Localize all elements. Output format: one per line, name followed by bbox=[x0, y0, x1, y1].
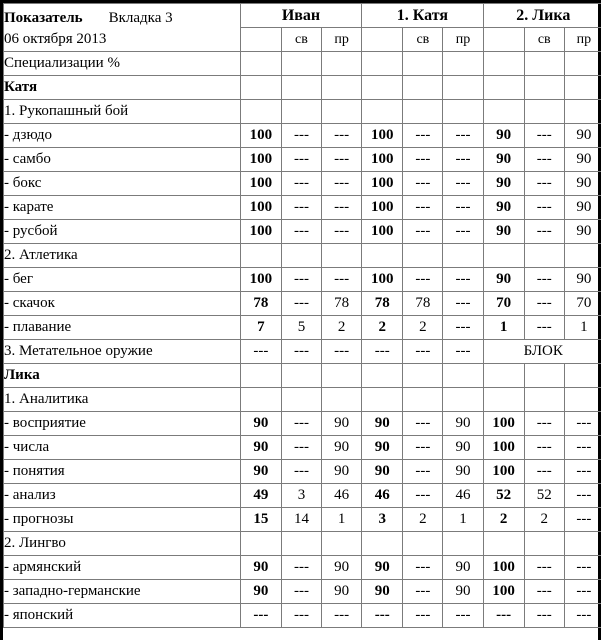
table-cell bbox=[524, 364, 564, 388]
table-cell: --- bbox=[443, 148, 483, 172]
table-cell: 100 bbox=[362, 220, 403, 244]
page-title: Показатель bbox=[4, 9, 83, 26]
table-cell: --- bbox=[281, 604, 321, 628]
subcolumn-header-main bbox=[240, 28, 281, 52]
table-cell: --- bbox=[281, 292, 321, 316]
subcolumn-header-sv: св bbox=[281, 28, 321, 52]
table-row bbox=[4, 508, 601, 532]
table-cell: --- bbox=[443, 604, 483, 628]
table-cell: 90 bbox=[443, 580, 483, 604]
row-label: - дзюдо bbox=[4, 124, 241, 148]
table-cell: 100 bbox=[362, 124, 403, 148]
table-cell bbox=[564, 76, 601, 100]
table-cell: 90 bbox=[564, 124, 601, 148]
table-cell: 78 bbox=[322, 292, 362, 316]
table-cell: --- bbox=[443, 196, 483, 220]
row-label: 2. Атлетика bbox=[4, 244, 241, 268]
row-label: 3. Метательное оружие bbox=[4, 340, 241, 364]
table-cell: --- bbox=[403, 196, 443, 220]
column-group-header: 1. Катя bbox=[362, 4, 483, 28]
table-cell: 100 bbox=[362, 196, 403, 220]
table-row bbox=[4, 268, 601, 292]
table-cell bbox=[281, 244, 321, 268]
table-cell: 90 bbox=[362, 460, 403, 484]
table-cell: 46 bbox=[362, 484, 403, 508]
table-cell: --- bbox=[403, 580, 443, 604]
table-cell bbox=[443, 244, 483, 268]
table-cell: 2 bbox=[362, 316, 403, 340]
table-cell bbox=[524, 76, 564, 100]
row-label: - западно-германские bbox=[4, 580, 241, 604]
table-cell bbox=[240, 532, 281, 556]
table-cell bbox=[564, 532, 601, 556]
row-label: 1. Рукопашный бой bbox=[4, 100, 241, 124]
table-cell: --- bbox=[524, 172, 564, 196]
table-cell: --- bbox=[564, 604, 601, 628]
table-cell bbox=[362, 100, 403, 124]
tab-label: Вкладка 3 bbox=[108, 9, 173, 26]
table-cell: 46 bbox=[322, 484, 362, 508]
table-cell: 2 bbox=[524, 508, 564, 532]
table-cell: --- bbox=[483, 604, 524, 628]
row-label: - армянский bbox=[4, 556, 241, 580]
table-cell: 78 bbox=[362, 292, 403, 316]
table-cell: --- bbox=[524, 604, 564, 628]
row-section-label: Лика bbox=[4, 364, 241, 388]
table-cell: 90 bbox=[483, 124, 524, 148]
table-cell: 2 bbox=[403, 508, 443, 532]
row-label: - скачок bbox=[4, 292, 241, 316]
table-cell bbox=[240, 52, 281, 76]
table-cell bbox=[524, 100, 564, 124]
table-cell: 90 bbox=[322, 412, 362, 436]
table-cell: --- bbox=[524, 148, 564, 172]
table-cell: --- bbox=[281, 340, 321, 364]
table-cell: 52 bbox=[483, 484, 524, 508]
table-row bbox=[4, 52, 601, 76]
table-cell: --- bbox=[403, 556, 443, 580]
table-cell: --- bbox=[443, 220, 483, 244]
table-cell: 90 bbox=[240, 412, 281, 436]
table-cell: --- bbox=[322, 148, 362, 172]
subcolumn-header-pr: пр bbox=[564, 28, 601, 52]
row-label: - понятия bbox=[4, 460, 241, 484]
table-cell: --- bbox=[403, 220, 443, 244]
table-cell: 90 bbox=[322, 460, 362, 484]
table-cell: 90 bbox=[362, 436, 403, 460]
table-cell bbox=[403, 244, 443, 268]
table-cell: 100 bbox=[362, 268, 403, 292]
table-cell: 100 bbox=[240, 172, 281, 196]
table-cell: 1 bbox=[322, 508, 362, 532]
column-group-header: 2. Лика bbox=[483, 4, 601, 28]
table-cell: 90 bbox=[240, 580, 281, 604]
table-cell: --- bbox=[403, 412, 443, 436]
table-row bbox=[4, 316, 601, 340]
row-label: - восприятие bbox=[4, 412, 241, 436]
table-cell: 100 bbox=[483, 556, 524, 580]
table-cell bbox=[524, 388, 564, 412]
table-cell bbox=[564, 52, 601, 76]
row-label: Специализации % bbox=[4, 52, 241, 76]
header-row-groups bbox=[4, 4, 601, 28]
table-cell bbox=[443, 76, 483, 100]
table-row bbox=[4, 244, 601, 268]
row-label: - прогнозы bbox=[4, 508, 241, 532]
table-cell: --- bbox=[524, 436, 564, 460]
row-label: - бег bbox=[4, 268, 241, 292]
table-cell bbox=[443, 52, 483, 76]
table-cell: --- bbox=[524, 316, 564, 340]
table-row bbox=[4, 148, 601, 172]
table-cell: --- bbox=[403, 148, 443, 172]
table-cell bbox=[483, 100, 524, 124]
table-cell: --- bbox=[403, 268, 443, 292]
table-row bbox=[4, 292, 601, 316]
table-cell: 100 bbox=[240, 220, 281, 244]
table-cell bbox=[240, 388, 281, 412]
table-cell: --- bbox=[564, 460, 601, 484]
table-cell bbox=[281, 76, 321, 100]
table-cell bbox=[281, 532, 321, 556]
table-cell bbox=[322, 244, 362, 268]
table-cell: 90 bbox=[322, 436, 362, 460]
table-cell: --- bbox=[524, 292, 564, 316]
table-cell: 52 bbox=[524, 484, 564, 508]
table-row bbox=[4, 76, 601, 100]
table-cell: 90 bbox=[362, 412, 403, 436]
table-row bbox=[4, 412, 601, 436]
table-cell: 100 bbox=[483, 436, 524, 460]
table-cell: --- bbox=[524, 124, 564, 148]
table-cell: --- bbox=[322, 604, 362, 628]
table-cell bbox=[362, 244, 403, 268]
table-cell: 100 bbox=[362, 148, 403, 172]
table-cell: --- bbox=[322, 124, 362, 148]
table-cell: 90 bbox=[322, 556, 362, 580]
table-row bbox=[4, 196, 601, 220]
table-cell: --- bbox=[281, 460, 321, 484]
table-cell: --- bbox=[322, 340, 362, 364]
table-cell: 90 bbox=[362, 580, 403, 604]
table-cell: --- bbox=[240, 604, 281, 628]
table-cell: 3 bbox=[362, 508, 403, 532]
table-cell: 90 bbox=[483, 196, 524, 220]
table-cell bbox=[322, 52, 362, 76]
table-cell bbox=[403, 100, 443, 124]
table-cell: 90 bbox=[443, 556, 483, 580]
table-cell: 100 bbox=[483, 412, 524, 436]
table-cell: --- bbox=[403, 604, 443, 628]
table-cell bbox=[524, 532, 564, 556]
blocked-cell: БЛОК bbox=[483, 340, 601, 364]
row-section-label: Катя bbox=[4, 76, 241, 100]
table-cell bbox=[362, 364, 403, 388]
table-cell: --- bbox=[564, 580, 601, 604]
table-cell: --- bbox=[403, 460, 443, 484]
table-cell bbox=[483, 532, 524, 556]
table-cell: --- bbox=[524, 460, 564, 484]
table-cell bbox=[564, 244, 601, 268]
table-cell: 90 bbox=[483, 220, 524, 244]
table-row bbox=[4, 220, 601, 244]
table-cell: 3 bbox=[281, 484, 321, 508]
table-cell: --- bbox=[403, 172, 443, 196]
sheet-title-cell bbox=[4, 4, 241, 52]
table-cell: --- bbox=[524, 556, 564, 580]
table-cell bbox=[403, 52, 443, 76]
table-cell bbox=[322, 388, 362, 412]
table-cell bbox=[483, 244, 524, 268]
table-cell: 90 bbox=[564, 268, 601, 292]
table-cell bbox=[322, 76, 362, 100]
table-cell bbox=[403, 364, 443, 388]
table-cell bbox=[362, 52, 403, 76]
table-cell bbox=[483, 364, 524, 388]
table-cell: --- bbox=[322, 196, 362, 220]
subcolumn-header-sv: св bbox=[403, 28, 443, 52]
table-cell bbox=[483, 52, 524, 76]
table-cell: 100 bbox=[240, 124, 281, 148]
title-line-1 bbox=[4, 9, 240, 26]
subcolumn-header-main bbox=[362, 28, 403, 52]
table-cell: --- bbox=[524, 196, 564, 220]
subcolumn-header-pr: пр bbox=[322, 28, 362, 52]
table-cell bbox=[281, 100, 321, 124]
table-cell: --- bbox=[281, 412, 321, 436]
table-cell: 2 bbox=[403, 316, 443, 340]
table-cell: 100 bbox=[483, 580, 524, 604]
table-row bbox=[4, 172, 601, 196]
table-cell: 2 bbox=[322, 316, 362, 340]
table-cell: --- bbox=[564, 556, 601, 580]
table-cell: 90 bbox=[443, 412, 483, 436]
table-cell: 90 bbox=[322, 580, 362, 604]
table-cell: 90 bbox=[362, 556, 403, 580]
table-cell: --- bbox=[443, 340, 483, 364]
table-cell bbox=[564, 388, 601, 412]
table-cell bbox=[443, 388, 483, 412]
table-row bbox=[4, 484, 601, 508]
row-label: - анализ bbox=[4, 484, 241, 508]
table-cell: --- bbox=[524, 220, 564, 244]
table-cell bbox=[403, 76, 443, 100]
table-cell: --- bbox=[443, 268, 483, 292]
row-label: - самбо bbox=[4, 148, 241, 172]
row-label: - плавание bbox=[4, 316, 241, 340]
table-cell bbox=[443, 532, 483, 556]
table-cell bbox=[322, 532, 362, 556]
table-cell: --- bbox=[564, 508, 601, 532]
table-row bbox=[4, 436, 601, 460]
table-cell: 49 bbox=[240, 484, 281, 508]
table-cell: 90 bbox=[240, 436, 281, 460]
row-label: - карате bbox=[4, 196, 241, 220]
row-label: - бокс bbox=[4, 172, 241, 196]
table-cell: 90 bbox=[564, 196, 601, 220]
table-cell: --- bbox=[281, 436, 321, 460]
table-cell: 90 bbox=[240, 556, 281, 580]
table-cell bbox=[524, 244, 564, 268]
table-cell: --- bbox=[281, 268, 321, 292]
table-cell: --- bbox=[281, 124, 321, 148]
table-cell: 90 bbox=[483, 172, 524, 196]
table-cell: 90 bbox=[483, 148, 524, 172]
table-row bbox=[4, 124, 601, 148]
table-cell: 5 bbox=[281, 316, 321, 340]
table-cell: --- bbox=[564, 484, 601, 508]
table-cell bbox=[564, 100, 601, 124]
table-cell: --- bbox=[322, 220, 362, 244]
row-label: - числа bbox=[4, 436, 241, 460]
table-cell: --- bbox=[524, 268, 564, 292]
table-row bbox=[4, 556, 601, 580]
table-cell bbox=[322, 364, 362, 388]
table-cell: --- bbox=[403, 124, 443, 148]
table-cell: 100 bbox=[240, 148, 281, 172]
table-cell: --- bbox=[322, 172, 362, 196]
table-row bbox=[4, 532, 601, 556]
table-cell bbox=[240, 244, 281, 268]
table-cell: --- bbox=[281, 172, 321, 196]
table-cell bbox=[362, 532, 403, 556]
table-cell bbox=[362, 388, 403, 412]
table-cell: 46 bbox=[443, 484, 483, 508]
sheet-date: 06 октября 2013 bbox=[4, 30, 107, 47]
table-cell bbox=[564, 364, 601, 388]
table-cell: --- bbox=[240, 340, 281, 364]
table-cell bbox=[240, 76, 281, 100]
row-label: - японский bbox=[4, 604, 241, 628]
table-cell: --- bbox=[281, 580, 321, 604]
table-row bbox=[4, 100, 601, 124]
table-cell: --- bbox=[524, 580, 564, 604]
table-cell bbox=[483, 388, 524, 412]
subcolumn-header-main bbox=[483, 28, 524, 52]
row-label: 1. Аналитика bbox=[4, 388, 241, 412]
table-cell bbox=[483, 76, 524, 100]
table-cell: 70 bbox=[564, 292, 601, 316]
subcolumn-header-pr: пр bbox=[443, 28, 483, 52]
table-body bbox=[4, 4, 601, 628]
row-label: 2. Лингво bbox=[4, 532, 241, 556]
table-cell: --- bbox=[564, 436, 601, 460]
table-cell bbox=[240, 100, 281, 124]
table-cell: --- bbox=[443, 316, 483, 340]
table-cell: --- bbox=[403, 340, 443, 364]
table-cell bbox=[362, 76, 403, 100]
table-cell: 1 bbox=[483, 316, 524, 340]
table-cell bbox=[443, 100, 483, 124]
table-cell: 1 bbox=[564, 316, 601, 340]
table-cell: --- bbox=[403, 484, 443, 508]
table-row bbox=[4, 604, 601, 628]
table-cell: --- bbox=[443, 124, 483, 148]
table-cell: --- bbox=[281, 556, 321, 580]
table-cell bbox=[281, 52, 321, 76]
table-cell: --- bbox=[443, 172, 483, 196]
table-cell: 90 bbox=[483, 268, 524, 292]
table-cell bbox=[281, 388, 321, 412]
table-cell: 90 bbox=[240, 460, 281, 484]
table-cell: 90 bbox=[443, 436, 483, 460]
table-row bbox=[4, 340, 601, 364]
table-cell: --- bbox=[281, 148, 321, 172]
table-cell: 90 bbox=[564, 220, 601, 244]
table-cell bbox=[281, 364, 321, 388]
table-cell: --- bbox=[362, 604, 403, 628]
table-cell: --- bbox=[322, 268, 362, 292]
table-cell: 100 bbox=[362, 172, 403, 196]
table-row bbox=[4, 364, 601, 388]
column-group-header: Иван bbox=[240, 4, 361, 28]
table-row bbox=[4, 460, 601, 484]
table-cell bbox=[403, 388, 443, 412]
table-cell: --- bbox=[564, 412, 601, 436]
table-cell: 100 bbox=[240, 196, 281, 220]
table-cell: 90 bbox=[564, 172, 601, 196]
table-cell: 1 bbox=[443, 508, 483, 532]
table-cell: --- bbox=[281, 220, 321, 244]
table-cell: 15 bbox=[240, 508, 281, 532]
data-table bbox=[3, 3, 601, 628]
table-row bbox=[4, 388, 601, 412]
table-row bbox=[4, 580, 601, 604]
table-cell: --- bbox=[281, 196, 321, 220]
table-cell bbox=[403, 532, 443, 556]
table-cell: --- bbox=[443, 292, 483, 316]
table-cell: 70 bbox=[483, 292, 524, 316]
table-cell: 14 bbox=[281, 508, 321, 532]
table-cell bbox=[524, 52, 564, 76]
table-cell: 7 bbox=[240, 316, 281, 340]
table-cell: 2 bbox=[483, 508, 524, 532]
row-label: - русбой bbox=[4, 220, 241, 244]
table-cell bbox=[240, 364, 281, 388]
subcolumn-header-sv: св bbox=[524, 28, 564, 52]
table-cell: 100 bbox=[483, 460, 524, 484]
table-cell: --- bbox=[524, 412, 564, 436]
table-cell: 78 bbox=[403, 292, 443, 316]
table-cell: 78 bbox=[240, 292, 281, 316]
table-cell: --- bbox=[403, 436, 443, 460]
table-cell: 90 bbox=[443, 460, 483, 484]
table-cell bbox=[322, 100, 362, 124]
table-cell: --- bbox=[362, 340, 403, 364]
table-cell: 100 bbox=[240, 268, 281, 292]
table-cell: 90 bbox=[564, 148, 601, 172]
table-cell bbox=[443, 364, 483, 388]
